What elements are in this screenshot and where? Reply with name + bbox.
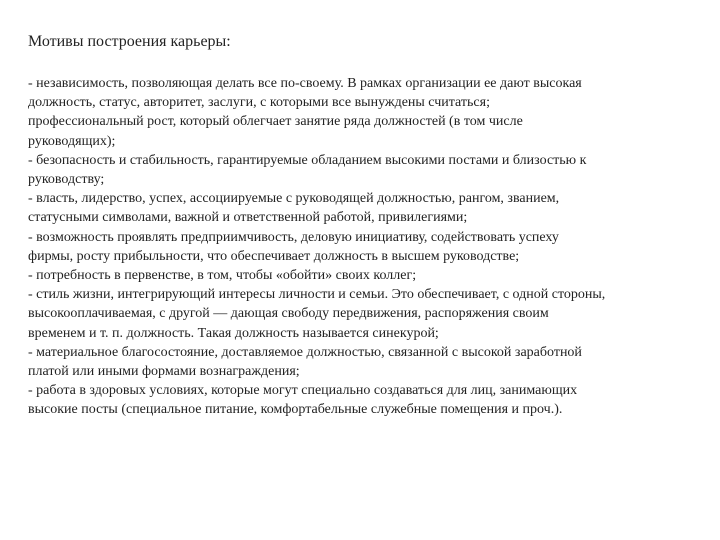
text-line: профессиональный рост, который облегчает занятие ряда должностей (в том числе <box>28 114 523 130</box>
text-line: временем и т. п. должность. Такая должность называется синекурой; <box>28 325 439 341</box>
text-line: - независимость, позволяющая делать все по-своему. В рамках организации ее дают высокая <box>28 76 582 91</box>
slide-title: Мотивы построения карьеры: <box>28 33 231 50</box>
text-line: - работа в здоровых условиях, которые могут специально создаваться для лиц, занимающих <box>28 383 578 399</box>
body-text <box>28 74 698 420</box>
text-line: высокие посты (специальное питание, комфортабельные служебные помещения и проч.). <box>28 402 563 418</box>
text-line: - возможность проявлять предприимчивость, деловую инициативу, содействовать успеху <box>28 229 559 245</box>
text-line: - материальное благосостояние, доставляемое должностью, связанной с высокой заработной <box>28 344 582 360</box>
text-line: фирмы, росту прибыльности, что обеспечивает должность в высшем руководстве; <box>28 248 520 264</box>
text-line: руководству; <box>28 172 105 188</box>
text-line: высокооплачиваемая, с другой — дающая свободу передвижения, распоряжения своим <box>28 306 549 322</box>
text-line: - потребность в первенстве, в том, чтобы «обойти» своих коллег; <box>28 268 417 284</box>
text-line: руководящих); <box>28 133 116 149</box>
text-line: должность, статус, авторитет, заслуги, с которыми все вынуждены считаться; <box>28 95 490 111</box>
text-line: - стиль жизни, интегрирующий интересы личности и семьи. Это обеспечивает, с одной стороны, <box>28 287 606 303</box>
text-line: - власть, лидерство, успех, ассоциируемые с руководящей должностью, рангом, званием, <box>28 191 560 207</box>
text-line: - безопасность и стабильность, гарантируемые обладанием высокими постами и близостью к <box>28 152 587 168</box>
text-line: статусными символами, важной и ответственной работой, привилегиями; <box>28 210 468 226</box>
text-line: платой или иными формами вознаграждения; <box>28 364 300 380</box>
